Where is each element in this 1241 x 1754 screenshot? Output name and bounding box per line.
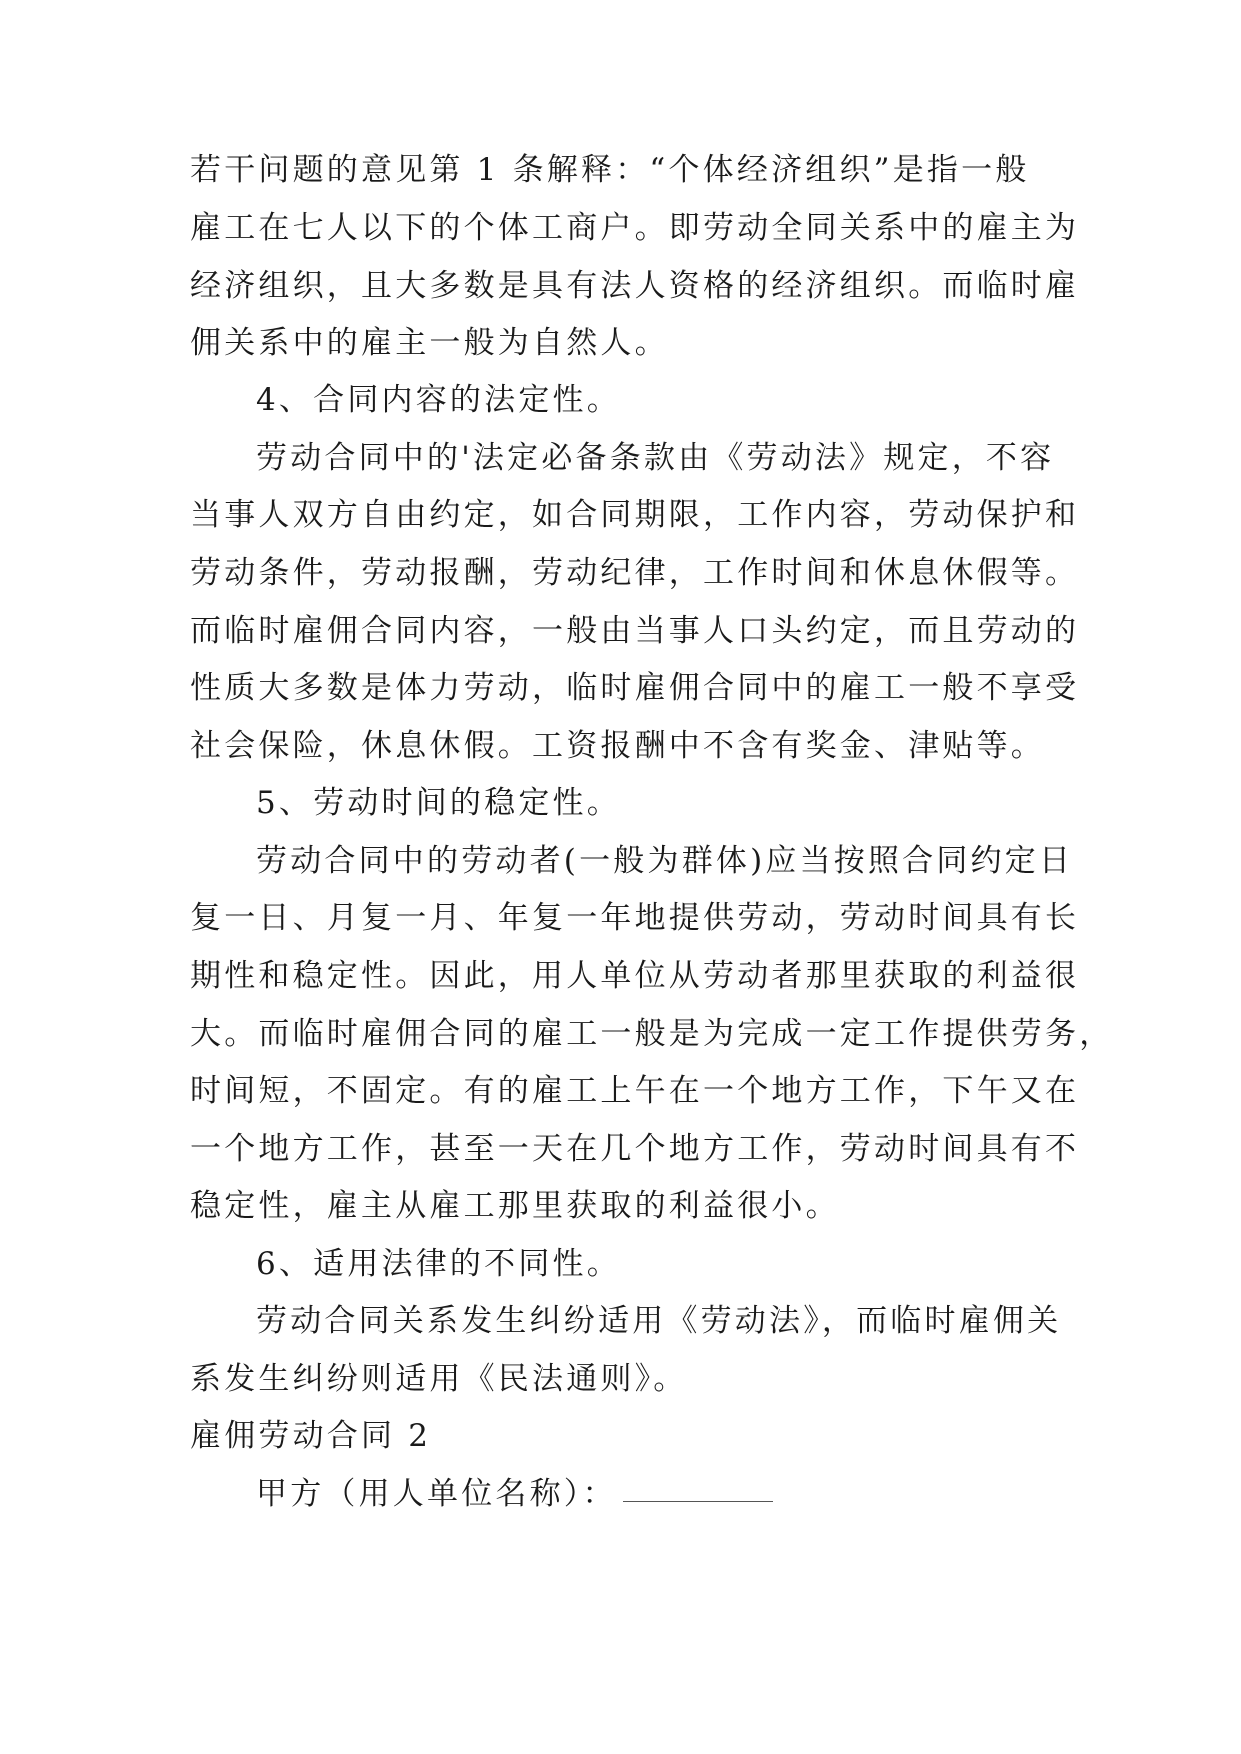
- paragraph-line: 劳动合同中的'法定必备条款由《劳动法》规定，不容: [256, 440, 1055, 476]
- paragraph-line: 性质大多数是体力劳动，临时雇佣合同中的雇工一般不享受: [190, 670, 1080, 706]
- section-heading: 4、合同内容的法定性。: [256, 382, 621, 418]
- paragraph-line: 雇工在七人以下的个体工商户。即劳动全同关系中的雇主为: [190, 210, 1080, 246]
- party-a-label: 甲方（用人单位名称）：: [256, 1476, 617, 1512]
- paragraph-line: 劳动合同中的劳动者(一般为群体)应当按照合同约定日: [256, 843, 1074, 879]
- paragraph-line: 劳动合同关系发生纠纷适用《劳动法》，而临时雇佣关: [256, 1303, 1062, 1339]
- section-heading: 6、适用法律的不同性。: [256, 1246, 621, 1282]
- paragraph-line: 若干问题的意见第 1 条解释：“个体经济组织”是指一般: [190, 152, 1030, 188]
- paragraph-line: 一个地方工作，甚至一天在几个地方工作，劳动时间具有不: [190, 1131, 1080, 1167]
- paragraph-line: 复一日、月复一月、年复一年地提供劳动，劳动时间具有长: [190, 900, 1080, 936]
- paragraph-line: 社会保险，休息休假。工资报酬中不含有奖金、津贴等。: [190, 728, 1045, 764]
- paragraph-line: 而临时雇佣合同内容，一般由当事人口头约定，而且劳动的: [190, 613, 1080, 649]
- fill-in-blank: [623, 1499, 773, 1502]
- document-title: 雇佣劳动合同 2: [190, 1418, 432, 1454]
- paragraph-line: 当事人双方自由约定，如合同期限，工作内容，劳动保护和: [190, 497, 1080, 533]
- paragraph-line: 佣关系中的雇主一般为自然人。: [190, 325, 669, 361]
- section-heading: 5、劳动时间的稳定性。: [256, 785, 621, 821]
- paragraph-line: 系发生纠纷则适用《民法通则》。: [190, 1361, 688, 1397]
- paragraph-line: 经济组织，且大多数是具有法人资格的经济组织。而临时雇: [190, 268, 1080, 304]
- party-a-line: [256, 1474, 773, 1514]
- paragraph-line: 劳动条件，劳动报酬，劳动纪律，工作时间和休息休假等。: [190, 555, 1080, 591]
- paragraph-line: 时间短，不固定。有的雇工上午在一个地方工作，下午又在: [190, 1073, 1080, 1109]
- paragraph-line: 大。而临时雇佣合同的雇工一般是为完成一定工作提供劳务，: [190, 1016, 1114, 1052]
- paragraph-line: 稳定性，雇主从雇工那里获取的利益很小。: [190, 1188, 840, 1224]
- paragraph-line: 期性和稳定性。因此，用人单位从劳动者那里获取的利益很: [190, 958, 1080, 994]
